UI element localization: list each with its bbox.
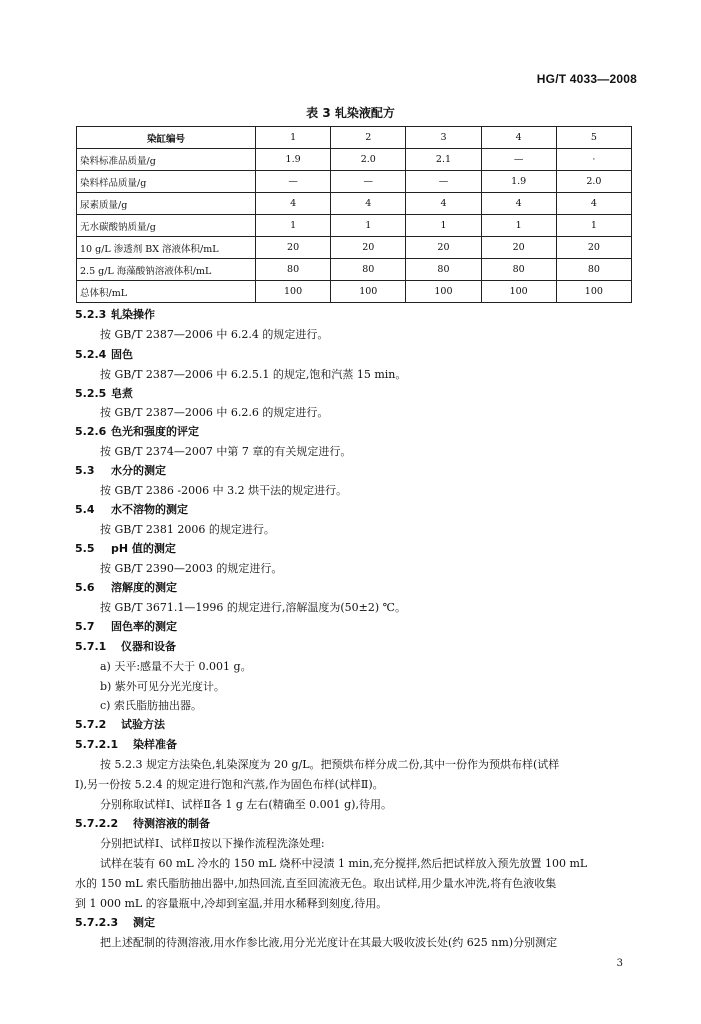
section-5-7-2-2: 5.7.2.2 待测溶液的制备 bbox=[75, 817, 210, 830]
section-5-7-2: 5.7.2 试验方法 bbox=[75, 718, 165, 731]
table-row bbox=[77, 215, 632, 237]
row-label-cell: 总体积/mL bbox=[77, 281, 256, 303]
table-cell: 20 bbox=[256, 237, 331, 259]
paragraph: 按 5.2.3 规定方法染色,轧染深度为 20 g/L。把预烘布样分成二份,其中一份作为预烘布样(试样 bbox=[100, 758, 560, 771]
section-5-7-2-1: 5.7.2.1 染样准备 bbox=[75, 738, 177, 751]
row-label-cell: 染料标准品质量/g bbox=[77, 149, 256, 171]
table-cell: — bbox=[481, 149, 556, 171]
table-cell: 1 bbox=[556, 215, 631, 237]
row-label-cell: 10 g/L 渗透剂 BX 溶液体积/mL bbox=[77, 237, 256, 259]
table-cell: 1 bbox=[256, 215, 331, 237]
section-5-2-4: 5.2.4 固色 bbox=[75, 348, 133, 361]
table-cell: 2.0 bbox=[331, 149, 406, 171]
paragraph: 分别称取试样Ⅰ、试样Ⅱ各 1 g 左右(精确至 0.001 g),待用。 bbox=[100, 798, 392, 811]
table-cell: 1 bbox=[406, 215, 481, 237]
paragraph: Ⅰ),另一份按 5.2.4 的规定进行饱和汽蒸,作为固色布样(试样Ⅱ)。 bbox=[75, 778, 384, 791]
table-cell: 1 bbox=[331, 215, 406, 237]
section-5-7-2-3: 5.7.2.3 测定 bbox=[75, 916, 155, 929]
table-cell: 80 bbox=[256, 259, 331, 281]
table-cell: 20 bbox=[406, 237, 481, 259]
table-cell: 1.9 bbox=[481, 171, 556, 193]
table-cell: 80 bbox=[481, 259, 556, 281]
table-cell: — bbox=[256, 171, 331, 193]
list-item-a: a) 天平:感量不大于 0.001 g。 bbox=[100, 660, 252, 673]
table-row bbox=[77, 193, 632, 215]
standard-number: HG/T 4033—2008 bbox=[536, 72, 637, 86]
table-cell: 4 bbox=[481, 127, 556, 149]
table-cell: 2.1 bbox=[406, 149, 481, 171]
table-cell: 80 bbox=[556, 259, 631, 281]
table-cell: 4 bbox=[256, 193, 331, 215]
table-row bbox=[77, 259, 632, 281]
table-row bbox=[77, 171, 632, 193]
table-cell: 4 bbox=[481, 193, 556, 215]
table-cell: 100 bbox=[406, 281, 481, 303]
table-cell: 100 bbox=[331, 281, 406, 303]
section-5-7: 5.7 固色率的测定 bbox=[75, 620, 177, 633]
table-cell: 80 bbox=[406, 259, 481, 281]
table-cell: 5 bbox=[556, 127, 631, 149]
table-cell: 20 bbox=[556, 237, 631, 259]
row-label-cell: 染缸编号 bbox=[77, 127, 256, 149]
paragraph: 按 GB/T 2390—2003 的规定进行。 bbox=[100, 562, 283, 575]
table-cell: 4 bbox=[556, 193, 631, 215]
section-5-7-1: 5.7.1 仪器和设备 bbox=[75, 640, 176, 653]
row-label-cell: 2.5 g/L 海藻酸钠溶液体积/mL bbox=[77, 259, 256, 281]
paragraph: 把上述配制的待测溶液,用水作参比液,用分光光度计在其最大吸收波长处(约 625 nm)分别测定 bbox=[100, 936, 558, 949]
section-5-2-5: 5.2.5 皂煮 bbox=[75, 387, 133, 400]
table-cell: 2.0 bbox=[556, 171, 631, 193]
paragraph: 按 GB/T 2387—2006 中 6.2.5.1 的规定,饱和汽蒸 15 min。 bbox=[100, 368, 407, 381]
recipe-table bbox=[76, 126, 632, 303]
paragraph: 到 1 000 mL 的容量瓶中,冷却到室温,并用水稀释到刻度,待用。 bbox=[75, 897, 388, 910]
table-cell: 4 bbox=[331, 193, 406, 215]
paragraph: 按 GB/T 2374—2007 中第 7 章的有关规定进行。 bbox=[100, 445, 352, 458]
table-row bbox=[77, 281, 632, 303]
table-cell: 100 bbox=[256, 281, 331, 303]
section-5-2-3: 5.2.3 轧染操作 bbox=[75, 308, 155, 321]
table-row bbox=[77, 237, 632, 259]
row-label-cell: 无水碳酸钠质量/g bbox=[77, 215, 256, 237]
paragraph: 分别把试样Ⅰ、试样Ⅱ按以下操作流程洗涤处理: bbox=[100, 837, 325, 850]
section-5-5: 5.5 pH 值的测定 bbox=[75, 542, 176, 555]
table-cell: 1.9 bbox=[256, 149, 331, 171]
table-cell: 100 bbox=[481, 281, 556, 303]
paragraph: 按 GB/T 2386 -2006 中 3.2 烘干法的规定进行。 bbox=[100, 484, 348, 497]
paragraph: 按 GB/T 2387—2006 中 6.2.4 的规定进行。 bbox=[100, 328, 329, 341]
table-cell: 100 bbox=[556, 281, 631, 303]
table-row bbox=[77, 149, 632, 171]
section-5-3: 5.3 水分的测定 bbox=[75, 464, 166, 477]
page-number: 3 bbox=[616, 958, 623, 969]
paragraph: 按 GB/T 2387—2006 中 6.2.6 的规定进行。 bbox=[100, 406, 329, 419]
table-cell: — bbox=[406, 171, 481, 193]
table-cell: 20 bbox=[481, 237, 556, 259]
table-cell: · bbox=[556, 149, 631, 171]
table-header-row bbox=[77, 127, 632, 149]
row-label-cell: 染料样品质量/g bbox=[77, 171, 256, 193]
section-5-4: 5.4 水不溶物的测定 bbox=[75, 503, 188, 516]
table-cell: 80 bbox=[331, 259, 406, 281]
paragraph: 水的 150 mL 索氏脂肪抽出器中,加热回流,直至回流液无色。取出试样,用少量水冲洗,将有色液收集 bbox=[75, 877, 557, 890]
table-caption: 表 3 轧染液配方 bbox=[306, 106, 395, 120]
row-label-cell: 尿素质量/g bbox=[77, 193, 256, 215]
table-cell: 20 bbox=[331, 237, 406, 259]
paragraph: 按 GB/T 3671.1—1996 的规定进行,溶解温度为(50±2) ℃。 bbox=[100, 601, 406, 614]
paragraph: 按 GB/T 2381 2006 的规定进行。 bbox=[100, 523, 275, 536]
table-cell: 4 bbox=[406, 193, 481, 215]
table-cell: 1 bbox=[481, 215, 556, 237]
list-item-b: b) 紫外可见分光光度计。 bbox=[100, 680, 225, 693]
section-5-6: 5.6 溶解度的测定 bbox=[75, 581, 177, 594]
paragraph: 试样在装有 60 mL 冷水的 150 mL 烧杯中浸渍 1 min,充分搅拌,然后把试样放入预先放置 100 mL bbox=[100, 857, 588, 870]
table-cell: 3 bbox=[406, 127, 481, 149]
table-cell: 1 bbox=[256, 127, 331, 149]
table-cell: — bbox=[331, 171, 406, 193]
list-item-c: c) 索氏脂肪抽出器。 bbox=[100, 699, 202, 712]
section-5-2-6: 5.2.6 色光和强度的评定 bbox=[75, 425, 199, 438]
table-cell: 2 bbox=[331, 127, 406, 149]
